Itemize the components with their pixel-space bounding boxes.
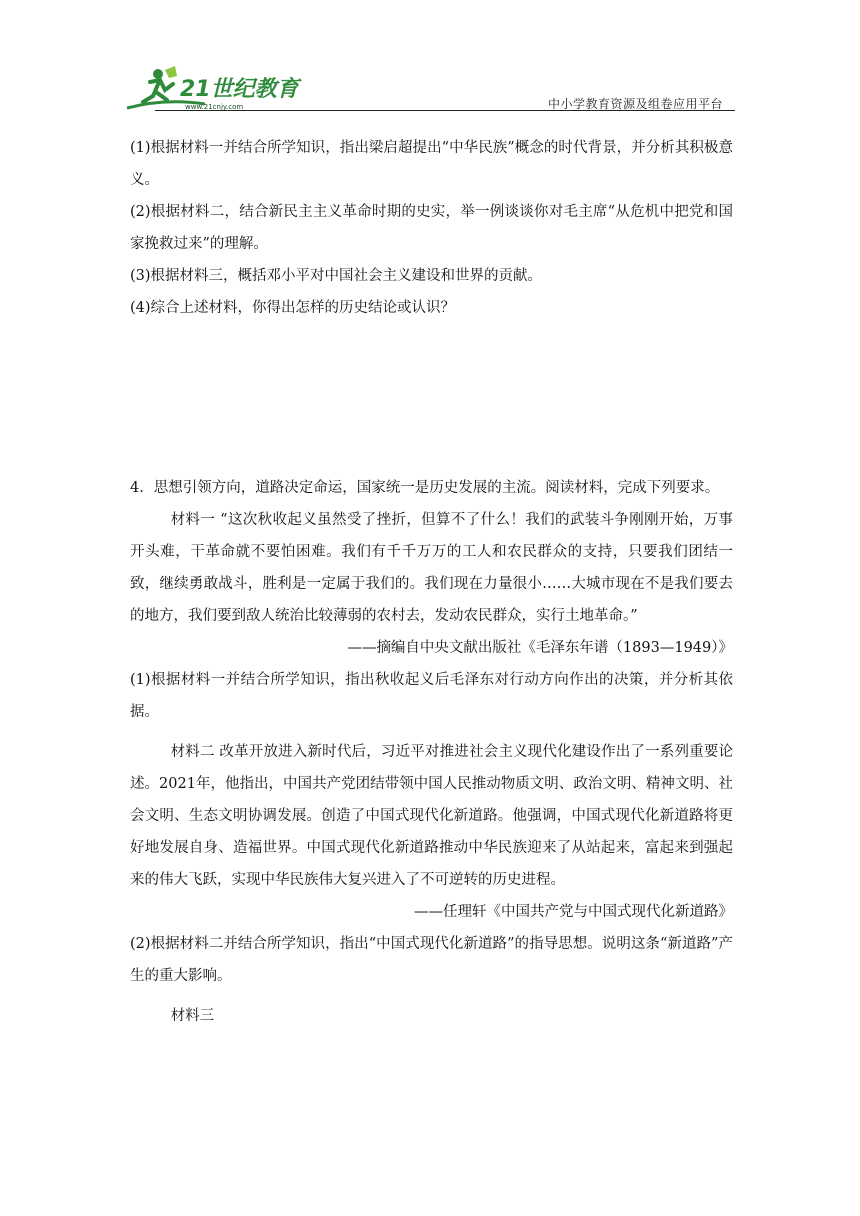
question-3-part-4: (4)综合上述材料，你得出怎样的历史结论或认识？ (130, 300, 456, 316)
platform-name: 中小学教育资源及组卷应用平台 (547, 97, 723, 111)
question-3-part-1: (1)根据材料一并结合所学知识，指出梁启超提出“中华民族”概念的时代背景，并分析其积极意义。 (130, 140, 733, 188)
logo-text: 21世纪教育 (180, 77, 299, 102)
document-body (130, 132, 733, 1032)
question-3-part-3: (3)根据材料三，概括邓小平对中国社会主义建设和世界的贡献。 (130, 268, 543, 284)
logo-url: www.21cnjy.com (185, 103, 244, 111)
material-2-source: ——任理轩《中国共产党与中国式现代化新道路》 (414, 904, 733, 920)
material-1-source: ——摘编自中央文献出版社《毛泽东年谱（1893—1949）》 (347, 640, 733, 656)
question-4-part-2: (2)根据材料二并结合所学知识，指出“中国式现代化新道路”的指导思想。说明这条“新道路”产生的重大影响。 (130, 936, 733, 984)
question-4-stem: 4．思想引领方向，道路决定命运，国家统一是历史发展的主流。阅读材料，完成下列要求。 (130, 480, 720, 496)
question-3-part-2: (2)根据材料二，结合新民主主义革命时期的史实，举一例谈谈你对毛主席“从危机中把党和国家挽救过来”的理解。 (130, 204, 733, 252)
page-header (125, 62, 735, 114)
material-2: 材料二 改革开放进入新时代后，习近平对推进社会主义现代化建设作出了一系列重要论述。2021年，他指出，中国共产党团结带领中国人民推动物质文明、政治文明、精神文明、社会文明、生态文明协调发展。创造了中国式现代化新道路。他强调，中国式现代化新道路将更好地发展自身、造福世界。中国式现代化新道路推动中华民族迎来了从站起来，富起来到强起来的伟大飞跃，实现中华民族伟大复兴进入了不可逆转的历史进程。 (130, 744, 733, 888)
answer-space (130, 324, 733, 472)
logo-21cnjy (125, 62, 315, 114)
material-1: 材料一 “这次秋收起义虽然受了挫折，但算不了什么！我们的武装斗争刚刚开始，万事开头难，干革命就不要怕困难。我们有千千万万的工人和农民群众的支持，只要我们团结一致，继续勇敢战斗，胜利是一定属于我们的。我们现在力量很小……大城市现在不是我们要去的地方，我们要到敌人统治比较薄弱的农村去，发动农民群众，实行土地革命。” (130, 512, 733, 624)
material-3-label: 材料三 (170, 1008, 215, 1024)
question-4-part-1: (1)根据材料一并结合所学知识，指出秋收起义后毛泽东对行动方向作出的决策，并分析其依据。 (130, 672, 733, 720)
